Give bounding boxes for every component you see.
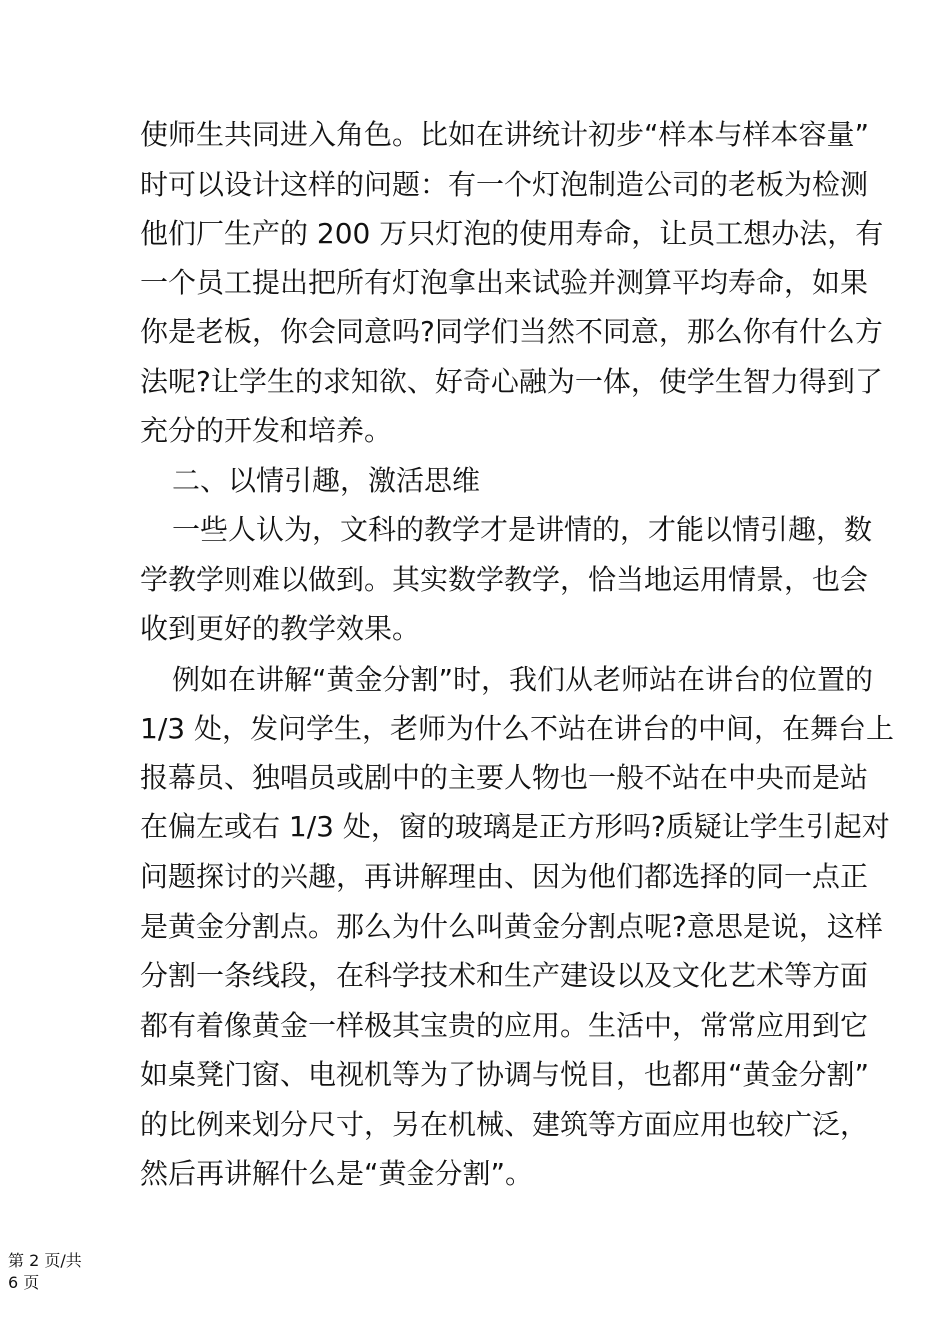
page-number-footer (8, 1250, 128, 1294)
body-text-line: 法呢?让学生的求知欲、好奇心融为一体，使学生智力得到了 (140, 365, 883, 398)
body-text-line: 充分的开发和培养。 (140, 414, 393, 447)
body-text-line: 时可以设计这样的问题：有一个灯泡制造公司的老板为检测 (140, 168, 869, 201)
body-text-line: 他们厂生产的 200 万只灯泡的使用寿命，让员工想办法，有 (140, 217, 884, 250)
body-text-line: 学教学则难以做到。其实数学教学，恰当地运用情景，也会 (140, 563, 869, 596)
body-text-line: 报幕员、独唱员或剧中的主要人物也一般不站在中央而是站 (140, 761, 869, 794)
body-text-line: 使师生共同进入角色。比如在讲统计初步“样本与样本容量” (140, 118, 870, 151)
body-text-line: 收到更好的教学效果。 (140, 612, 421, 645)
body-text-line: 一个员工提出把所有灯泡拿出来试验并测算平均寿命，如果 (140, 266, 869, 299)
body-text-line: 1/3 处，发问学生，老师为什么不站在讲台的中间，在舞台上 (140, 712, 894, 745)
body-text-line: 你是老板，你会同意吗?同学们当然不同意，那么你有什么方 (140, 315, 883, 348)
body-text-line: 在偏左或右 1/3 处，窗的玻璃是正方形吗?质疑让学生引起对 (140, 810, 890, 843)
body-text-line: 例如在讲解“黄金分割”时，我们从老师站在讲台的位置的 (172, 663, 874, 696)
page-number-line-1: 第 2 页/共 (8, 1251, 82, 1270)
body-text-line: 的比例来划分尺寸，另在机械、建筑等方面应用也较广泛， (140, 1108, 869, 1141)
page-number-line-2: 6 页 (8, 1273, 40, 1292)
body-text-line: 一些人认为，文科的教学才是讲情的，才能以情引趣，数 (172, 513, 873, 546)
body-text-line: 如桌凳门窗、电视机等为了协调与悦目，也都用“黄金分割” (140, 1058, 870, 1091)
body-text-line: 都有着像黄金一样极其宝贵的应用。生活中，常常应用到它 (140, 1009, 869, 1042)
section-heading: 二、以情引趣，激活思维 (172, 464, 481, 497)
body-text-line: 是黄金分割点。那么为什么叫黄金分割点呢?意思是说，这样 (140, 910, 883, 943)
body-text-line: 然后再讲解什么是“黄金分割”。 (140, 1157, 534, 1190)
body-text-line: 分割一条线段，在科学技术和生产建设以及文化艺术等方面 (140, 959, 869, 992)
body-text-line: 问题探讨的兴趣，再讲解理由、因为他们都选择的同一点正 (140, 860, 869, 893)
